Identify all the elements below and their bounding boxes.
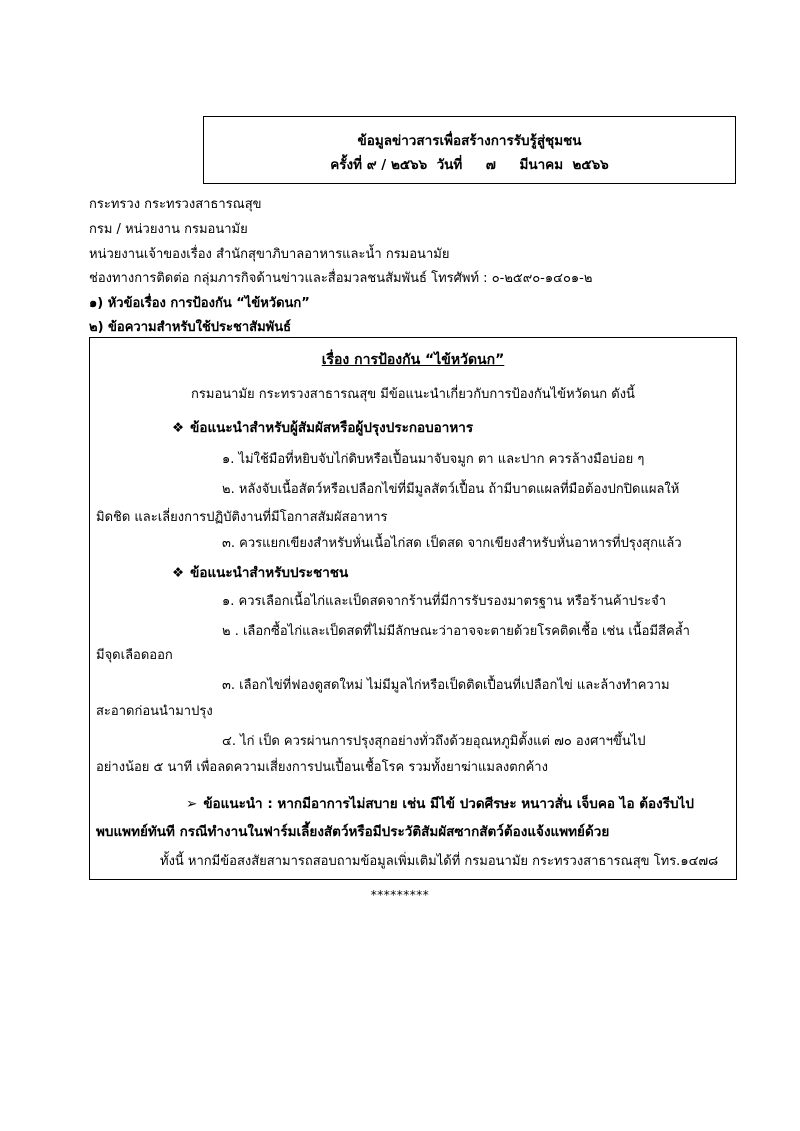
section2-item2b: มีจุดเลือดออก (96, 648, 173, 663)
section2-item3a: ๓. เลือกไข่ที่ฟองดูสดใหม่ ไม่มีมูลไก่หรือเป็ดติดเปื้อนที่เปลือกไข่ และล้างทำความ (222, 678, 670, 693)
diamond-bullet-icon: ❖ (172, 565, 185, 581)
section2-item4a: ๔. ไก่ เป็ด ควรผ่านการปรุงสุกอย่างทั่วถึงด้วยอุณหภูมิตั้งแต่ ๗๐ องศาฯขึ้นไป (222, 734, 646, 749)
info-ministry: กระทรวง กระทรวงสาธารณสุข (89, 197, 262, 212)
advice-line2: พบแพทย์ทันที กรณีทำงานในฟาร์มเลี้ยงสัตว์หรือมีประวัติสัมผัสซากสัตว์ต้องแจ้งแพทย์ด้วย (96, 824, 610, 840)
diamond-bullet-icon: ❖ (172, 420, 185, 436)
message-box (89, 337, 737, 880)
arrow-bullet-icon: ➢ (186, 796, 198, 812)
section2-item1: ๑. ควรเลือกเนื้อไก่และเป็ดสดจากร้านที่มีการรับรองมาตรฐาน หรือร้านค้าประจำ (222, 594, 667, 609)
section2-item2a: ๒ . เลือกซื้อไก่และเป็ดสดที่ไม่มีลักษณะว่าอาจจะตายด้วยโรคติดเชื้อ เช่น เนื้อมีสีคล้ำ (222, 624, 690, 639)
message-intro: กรมอนามัย กระทรวงสาธารณสุข มีข้อแนะนำเกี่ยวกับการป้องกันไข้หวัดนก ดังนี้ (191, 387, 635, 402)
section1-item3: ๓. ควรแยกเขียงสำหรับหั่นเนื้อไก่สด เป็ดสด จากเขียงสำหรับหั่นอาหารที่ปรุงสุกแล้ว (222, 536, 682, 551)
section2-heading: ❖ ข้อแนะนำสำหรับประชาชน (172, 565, 349, 581)
info-topic: ๑) หัวข้อเรื่อง การป้องกัน “ไข้หวัดนก” (89, 296, 310, 311)
section1-heading: ❖ ข้อแนะนำสำหรับผู้สัมผัสหรือผู้ปรุงประกอบอาหาร (172, 420, 474, 436)
section2-item4b: อย่างน้อย ๕ นาที เพื่อลดความเสี่ยงการปนเปื้อนเชื้อโรค รวมทั้งยาฆ่าแมลงตกค้าง (96, 760, 548, 775)
closing-contact: ทั้งนี้ หากมีข้อสงสัยสามารถสอบถามข้อมูลเพิ่มเติมได้ที่ กรมอนามัย กระทรวงสาธารณสุข โทร.๑๔๗๘ (160, 854, 719, 869)
info-message-heading: ๒) ข้อความสำหรับใช้ประชาสัมพันธ์ (89, 320, 292, 335)
header-issue-date: ครั้งที่ ๙ / ๒๕๖๖ วันที่ ๗ มีนาคม ๒๕๖๖ (330, 157, 609, 173)
section1-item2a: ๒. หลังจับเนื้อสัตว์หรือเปลือกไข่ที่มีมูลสัตว์เปื้อน ถ้ามีบาดแผลที่มือต้องปกปิดแผลให้ (222, 482, 680, 497)
advice-line1: ➢ ข้อแนะนำ : หากมีอาการไม่สบาย เช่น มีไข้ ปวดศีรษะ หนาวสั่น เจ็บคอ ไอ ต้องรีบไป (186, 796, 694, 812)
section1-item1: ๑. ไม่ใช้มือที่หยิบจับไก่ดิบหรือเปื้อนมาจับจมูก ตา และปาก ควรล้างมือบ่อย ๆ (222, 452, 645, 467)
header-box (203, 116, 736, 184)
message-title: เรื่อง การป้องกัน “ไข้หวัดนก” (321, 352, 505, 368)
section2-item3b: สะอาดก่อนนำมาปรุง (96, 704, 213, 719)
header-title: ข้อมูลข่าวสารเพื่อสร้างการรับรู้สู่ชุมชน (357, 133, 582, 149)
info-owner-unit: หน่วยงานเจ้าของเรื่อง สำนักสุขาภิบาลอาหารและน้ำ กรมอนามัย (89, 247, 450, 262)
info-department: กรม / หน่วยงาน กรมอนามัย (89, 222, 248, 237)
section1-item2b: มิดชิด และเลี่ยงการปฏิบัติงานที่มีโอกาสสัมผัสอาหาร (96, 510, 388, 525)
info-contact: ช่องทางการติดต่อ กลุ่มภารกิจด้านข่าวและสื่อมวลชนสัมพันธ์ โทรศัพท์ : ๐-๒๕๙๐-๑๔๐๑-๒ (89, 271, 593, 286)
end-marker: ********* (370, 888, 430, 902)
